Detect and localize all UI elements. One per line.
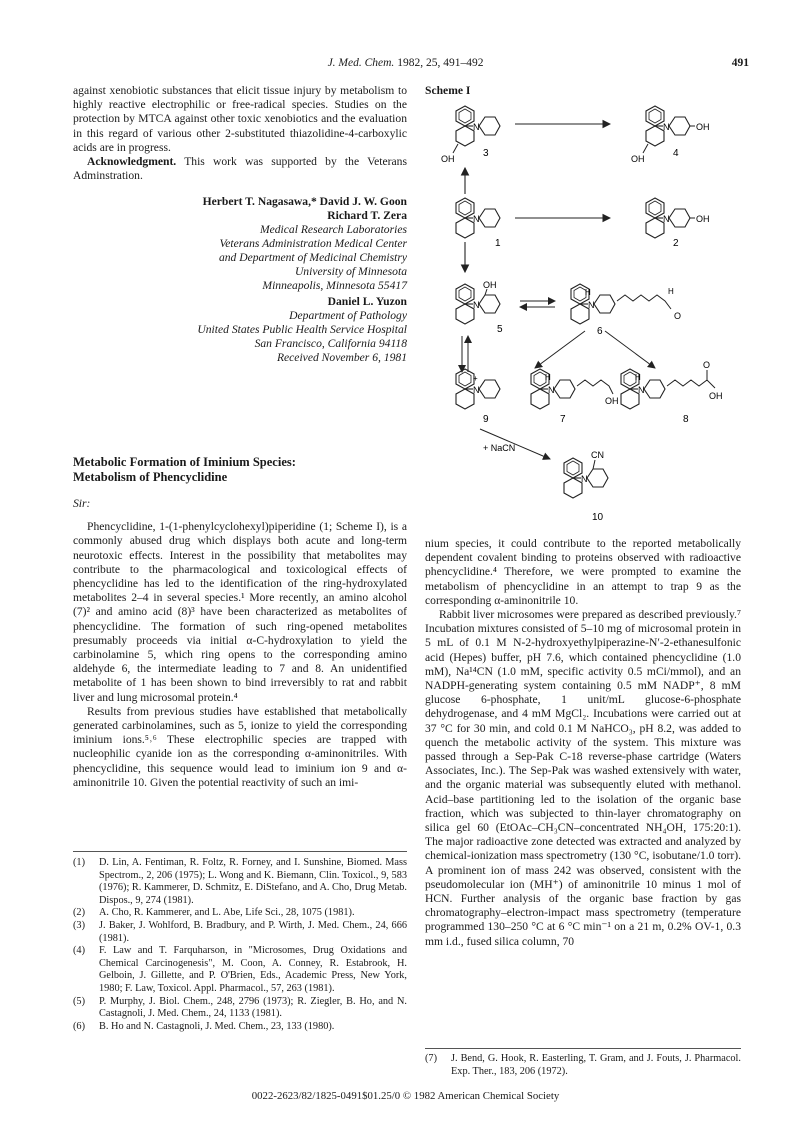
atom-label: OH [631,154,645,164]
received-date: Received November 6, 1981 [276,351,407,365]
compound-number: 5 [497,324,503,335]
reference-text: A. Cho, R. Kammerer, and L. Abe, Life Sci., 28, 1075 (1981). [99,907,355,919]
reference-number: (1) [73,857,86,868]
affiliation-2 [73,309,407,365]
body-paragraph: Phencyclidine, 1-(1-phenylcyclohexyl)piperidine (1; Scheme I), is a commonly abused drug which displays both acute and long-term neurotoxic effects. Interest in the possibility that metabolites may contribute to the pharmacological and toxicological effects of phencyclidine has led to the identification of the ring-hydroxylated metabolites 2–4 in several species.¹ More recently, an amino alcohol (7)² and amino acid (8)³ have been characterized as metabolites of phencyclidine. The formation of such ring-opened metabolites presumably proceeds via initial α-C-hydroxylation to yield the carbinolamine 5, which ring opens to the corresponding amino aldehyde 6, the intermediate leading to 7 and 8. An unidentified metabolite of 1 has been shown to bind irreversibly to rat and rabbit liver and lung microsomal protein.⁴ [73,520,407,704]
salutation: Sir: [73,497,91,510]
compound-number: 2 [673,238,679,249]
body-paragraph: Rabbit liver microsomes were prepared as described previously.⁷ Incubation mixtures consisted of 5–10 mg of microsomal protein in 5 mL of 0.1 M N-2-hydroxyethylpiperazine-N′-2-ethanesulfonic acid (Hepes) buffer, pH 7.6, which contained phencyclidine (1.0 mM), Na¹⁴CN (1.0 mM, specific activity 0.5 mCi/mmol), and an NADPH-generating system containing 0.5 mM NADP⁺, 8 mM glucose 6-phosphate, 1 unit/mL glucose-6-phosphate dehydrogenase, and 4 mM MgCl₂. Incubations were carried out at 37 °C for 30 min, and cold 0.1 M NaHCO₃, pH 8.2, was added to quench the metabolic activity of the system. This mixture was passed through a Sep-Pak C-18 reverse-phase cartridge (Waters Associates, Inc.). The Sep-Pak was washed extensively with water, and the organic material was subsequently eluted with methanol. Acid–base partitioning led to the isolation of the organic base fraction, which was subjected to thin-layer chromatography on silica gel 60 (EtOAc–CH₃CN–concentrated NH₄OH, 175:20:1). The major radioactive zone detected was extracted and analyzed by chemical-ionization mass spectrometry (130 °C, isobutane/1.0 torr). A prominent ion of mass 242 was observed, consistent with the pseudomolecular ion (MH⁺) of aminonitrile 10 minus 1 mol of HCN. Further analysis of the organic base fraction by gas chromatography–electron-impact mass spectrometry (temperature programmed 130–250 °C at 6 °C min⁻¹ on a 21 m, 0.2% OV-1, 0.3 mm i.d., fused silica column, 70 [425,608,741,948]
atom-label: OH [441,154,455,164]
reference-text: P. Murphy, J. Biol. Chem., 248, 2796 (1973); R. Ziegler, B. Ho, and N. Castagnoli, J. Med. Chem., 24, 1133 (1981). [99,995,407,1020]
atom-label: N [473,385,480,395]
author-line: Richard T. Zera [327,209,407,223]
body-paragraph: nium species, it could contribute to the reported metabolically dependent covalent binding to proteins observed with radioactive phencyclidine.⁴ Therefore, we were prompted to examine the metabolism of phencyclidine in an attempt to trap 9 as the corresponding α-aminonitrile 10. [425,537,741,607]
previous-article-end [73,84,407,365]
atom-label: H [585,288,591,297]
compound-number: 1 [495,238,501,249]
compound-3 [441,106,500,164]
atom-label: OH [483,280,497,290]
atom-label: O [674,311,682,321]
atom-label: N [473,214,480,224]
author-line: Herbert T. Nagasawa,* David J. W. Goon [202,195,407,209]
compound-1 [456,198,501,249]
affiliation-line: Minneapolis, Minnesota 55417 [262,279,407,293]
acknowledgment [73,155,407,183]
compound-number: 7 [560,414,566,425]
compound-5 [456,280,503,335]
atom-label: N [473,300,480,310]
scheme-title: Scheme I [425,84,471,97]
atom-label: O [703,360,711,370]
reference-item [73,857,407,907]
reference-item [425,1053,741,1078]
reference-item [73,996,407,1021]
footnote-rule [73,851,407,852]
reference-number: (4) [73,945,86,957]
affiliation-line: San Francisco, California 94118 [254,337,407,351]
reference-number: (2) [73,907,86,919]
affiliation-line: Medical Research Laboratories [259,223,407,237]
copyright-footer: 0022-2623/82/1825-0491$01.25/0 © 1982 American Chemical Society [251,1090,560,1102]
atom-label: H [545,373,551,382]
reference-text: B. Ho and N. Castagnoli, J. Med. Chem., 23, 133 (1980). [99,1020,335,1032]
compound-number: 10 [592,512,604,523]
reagent-label: + NaCN [483,443,516,453]
compound-6 [571,284,615,337]
reference-number: (6) [73,1020,86,1032]
article-body-left [73,455,407,790]
article-body-right [425,537,741,949]
journal-year-volume: 1982, 25, 491–492 [397,57,484,69]
atom-label: N [473,122,480,132]
atom-label: N [663,122,670,132]
atom-label: N [581,474,588,484]
atom-label: OH [696,214,710,224]
author-2: Daniel L. Yuzon [327,295,407,309]
atom-label: OH [709,391,723,401]
compound-4 [631,106,710,164]
atom-label: N [588,300,595,310]
affiliation-line: Department of Pathology [289,309,407,323]
reference-item [73,945,407,995]
compound-number: 4 [673,148,679,159]
references-left [73,857,407,1033]
compound-number: 3 [483,148,489,159]
compound-10 [564,450,608,523]
atom-label: N [663,214,670,224]
compound-number: 8 [683,414,689,425]
affiliation-line: Veterans Administration Medical Center [219,237,407,251]
reference-text: D. Lin, A. Fentiman, R. Foltz, R. Forney, and I. Sunshine, Biomed. Mass Spectrom., 2, 206 (1975); L. Wong and K. Biemann, Clin. Toxicol., 9, 583 (1976); R. Kammerer, D. Schmitz, E. DiStefano, and A. Cho, Drug Metab. Dispos., 9, 274 (1981). [99,857,407,906]
affiliation-1 [73,223,407,293]
affiliation-line: University of Minnesota [294,265,407,279]
reference-item [73,907,407,920]
reference-number: (3) [73,919,86,931]
compound-2 [646,198,710,249]
atom-label: OH [605,396,619,406]
atom-label: N [638,385,645,395]
compound-9 [456,369,500,425]
atom-label: N [548,385,555,395]
closing-paragraph: against xenobiotic substances that elicit tissue injury by metabolism to highly reactive electrophilic or free-radical species. Studies on the protection by MTCA against other toxic xenobiotics and the evaluation in this regard of various other 2-substituted thiazolidine-4-carboxylic acids are in progress. [73,84,407,154]
footnote-rule [425,1048,741,1049]
compound-number: 6 [597,326,603,337]
reference-item [73,920,407,945]
atom-label: H [668,287,674,296]
affiliation-line: and Department of Medicinal Chemistry [218,251,407,265]
reference-number: (5) [73,995,86,1007]
reference-item [73,1021,407,1034]
atom-label: CN [591,450,604,460]
atom-label: OH [696,122,710,132]
acknowledgment-text: This work was supported by the Veterans Adminstration. [73,155,407,183]
authors-block-1 [73,195,407,223]
body-paragraph: Results from previous studies have established that metabolically generated carbinolamines, such as 5, ionize to yield the corresponding iminium ions.⁵˒⁶ These electrophilic species are trapped with nucleophilic cyanide ion as the corresponding α-aminonitriles. With phencyclidine, this sequence would lead to iminium ion 9 and α-aminonitrile 10. Given the potential reactivity of such an imi- [73,704,407,789]
atom-label: + [473,374,478,383]
acknowledgment-label: Acknowledgment. [87,155,177,169]
title-line: Metabolic Formation of Iminium Species: [73,455,296,469]
reference-text: J. Bend, G. Hook, R. Easterling, T. Gram, and J. Fouts, J. Pharmacol. Exp. Ther., 183, 206 (1972). [451,1053,741,1077]
journal-name: J. Med. Chem. [327,57,395,69]
reference-text: F. Law and T. Farquharson, in "Microsomes, Drug Oxidations and Chemical Carcinogenesis", M. Coon, A. Conney, R. Estabrook, H. Gelboin, J. Gillette, and P. O'Brien, Eds., Academic Press, New York, 1980; F. Law, Toxicol. Appl. Pharmacol., 57, 263 (1981). [99,945,407,994]
compound-number: 9 [483,414,489,425]
article-title [73,455,407,485]
compound-7 [531,369,619,425]
title-line: Metabolism of Phencyclidine [73,470,228,484]
compound-8 [621,360,723,425]
reference-text: J. Baker, J. Wohlford, B. Bradbury, and P. Wirth, J. Med. Chem., 24, 666 (1981). [99,919,407,944]
running-header [0,57,811,69]
scheme-diagram [425,96,745,526]
atom-label: H [635,373,641,382]
page-number: 491 [731,57,749,69]
affiliation-line: United States Public Health Service Hospital [197,323,407,337]
references-right [425,1053,741,1078]
reference-number: (7) [425,1053,438,1064]
